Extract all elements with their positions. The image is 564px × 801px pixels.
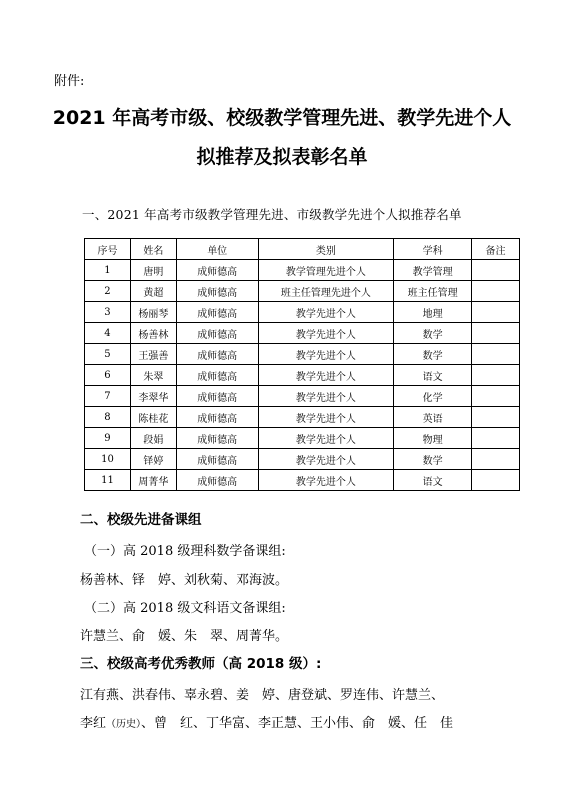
header-cell-name: 姓名 <box>130 239 176 260</box>
table-row <box>85 386 520 407</box>
cell-subject: 教学管理 <box>394 260 472 281</box>
cell-name: 杨丽琴 <box>130 302 176 323</box>
cell-name: 王强善 <box>130 344 176 365</box>
cell-subject: 数学 <box>394 344 472 365</box>
teacher-names-rest: 、曾 红、丁华富、李正慧、王小伟、俞 媛、任 佳 <box>141 716 454 731</box>
cell-name: 周菁华 <box>130 470 176 491</box>
cell-category: 教学先进个人 <box>258 428 394 449</box>
table-header-row <box>85 239 520 260</box>
cell-category: 教学管理先进个人 <box>258 260 394 281</box>
cell-unit: 成师德高 <box>176 386 258 407</box>
cell-remarks <box>472 281 520 302</box>
cell-subject: 物理 <box>394 428 472 449</box>
table-row <box>85 449 520 470</box>
cell-name: 段娟 <box>130 428 176 449</box>
cell-name: 杨善林 <box>130 323 176 344</box>
teacher-name: 李红 <box>80 716 107 731</box>
cell-index: 9 <box>85 428 131 449</box>
table-row <box>85 260 520 281</box>
header-cell-remarks: 备注 <box>472 239 520 260</box>
cell-unit: 成师德高 <box>176 344 258 365</box>
table-row <box>85 428 520 449</box>
section-3-heading: 三、校级高考优秀教师（高 2018 级）: <box>80 656 322 672</box>
cell-subject: 地理 <box>394 302 472 323</box>
cell-unit: 成师德高 <box>176 302 258 323</box>
cell-remarks <box>472 386 520 407</box>
cell-subject: 数学 <box>394 323 472 344</box>
cell-index: 4 <box>85 323 131 344</box>
cell-category: 教学先进个人 <box>258 407 394 428</box>
cell-subject: 语文 <box>394 365 472 386</box>
cell-category: 班主任管理先进个人 <box>258 281 394 302</box>
section-2-heading: 二、校级先进备课组 <box>80 512 202 528</box>
header-cell-subject: 学科 <box>394 239 472 260</box>
cell-name: 唐明 <box>130 260 176 281</box>
cell-unit: 成师德高 <box>176 281 258 302</box>
document-title-line-2: 拟推荐及拟表彰名单 <box>196 146 368 168</box>
group-2-names: 许慧兰、俞 媛、朱 翠、周菁华。 <box>80 629 289 644</box>
cell-name: 铎婷 <box>130 449 176 470</box>
group-1-names: 杨善林、铎 婷、刘秋菊、邓海波。 <box>80 573 289 588</box>
cell-remarks <box>472 470 520 491</box>
cell-index: 2 <box>85 281 131 302</box>
attachment-label: 附件: <box>54 74 85 89</box>
cell-unit: 成师德高 <box>176 407 258 428</box>
cell-name: 黄超 <box>130 281 176 302</box>
header-cell-unit: 单位 <box>176 239 258 260</box>
header-cell-index: 序号 <box>85 239 131 260</box>
cell-remarks <box>472 260 520 281</box>
cell-category: 教学先进个人 <box>258 386 394 407</box>
cell-index: 1 <box>85 260 131 281</box>
cell-category: 教学先进个人 <box>258 323 394 344</box>
cell-remarks <box>472 449 520 470</box>
cell-subject: 班主任管理 <box>394 281 472 302</box>
table-row <box>85 302 520 323</box>
group-2-label: （二）高 2018 级文科语文备课组: <box>84 601 286 616</box>
teacher-names-line-1: 江有燕、洪春伟、辜永碧、姜 婷、唐登斌、罗连伟、许慧兰、 <box>80 688 445 703</box>
teacher-names-line-2 <box>80 712 453 731</box>
cell-category: 教学先进个人 <box>258 365 394 386</box>
cell-unit: 成师德高 <box>176 428 258 449</box>
table-row <box>85 323 520 344</box>
group-1-label: （一）高 2018 级理科数学备课组: <box>84 544 286 559</box>
cell-name: 李翠华 <box>130 386 176 407</box>
cell-index: 8 <box>85 407 131 428</box>
cell-name: 陈桂花 <box>130 407 176 428</box>
cell-unit: 成师德高 <box>176 365 258 386</box>
cell-unit: 成师德高 <box>176 470 258 491</box>
cell-name: 朱翠 <box>130 365 176 386</box>
cell-unit: 成师德高 <box>176 323 258 344</box>
cell-index: 11 <box>85 470 131 491</box>
subject-note: （历史） <box>106 719 142 730</box>
table-row <box>85 470 520 491</box>
cell-remarks <box>472 428 520 449</box>
cell-index: 6 <box>85 365 131 386</box>
document-title-line-1: 2021 年高考市级、校级教学管理先进、教学先进个人 <box>52 107 512 129</box>
table-row <box>85 344 520 365</box>
cell-remarks <box>472 302 520 323</box>
cell-category: 教学先进个人 <box>258 470 394 491</box>
header-cell-category: 类别 <box>258 239 394 260</box>
recommendation-table <box>84 238 520 491</box>
cell-category: 教学先进个人 <box>258 344 394 365</box>
cell-remarks <box>472 365 520 386</box>
table-row <box>85 365 520 386</box>
cell-remarks <box>472 323 520 344</box>
cell-index: 3 <box>85 302 131 323</box>
cell-remarks <box>472 344 520 365</box>
cell-category: 教学先进个人 <box>258 302 394 323</box>
cell-unit: 成师德高 <box>176 260 258 281</box>
cell-subject: 化学 <box>394 386 472 407</box>
cell-subject: 语文 <box>394 470 472 491</box>
section-1-heading: 一、2021 年高考市级教学管理先进、市级教学先进个人拟推荐名单 <box>82 207 462 222</box>
cell-subject: 数学 <box>394 449 472 470</box>
cell-category: 教学先进个人 <box>258 449 394 470</box>
cell-subject: 英语 <box>394 407 472 428</box>
cell-remarks <box>472 407 520 428</box>
table-row <box>85 407 520 428</box>
cell-index: 10 <box>85 449 131 470</box>
cell-unit: 成师德高 <box>176 449 258 470</box>
cell-index: 5 <box>85 344 131 365</box>
table-row <box>85 281 520 302</box>
cell-index: 7 <box>85 386 131 407</box>
